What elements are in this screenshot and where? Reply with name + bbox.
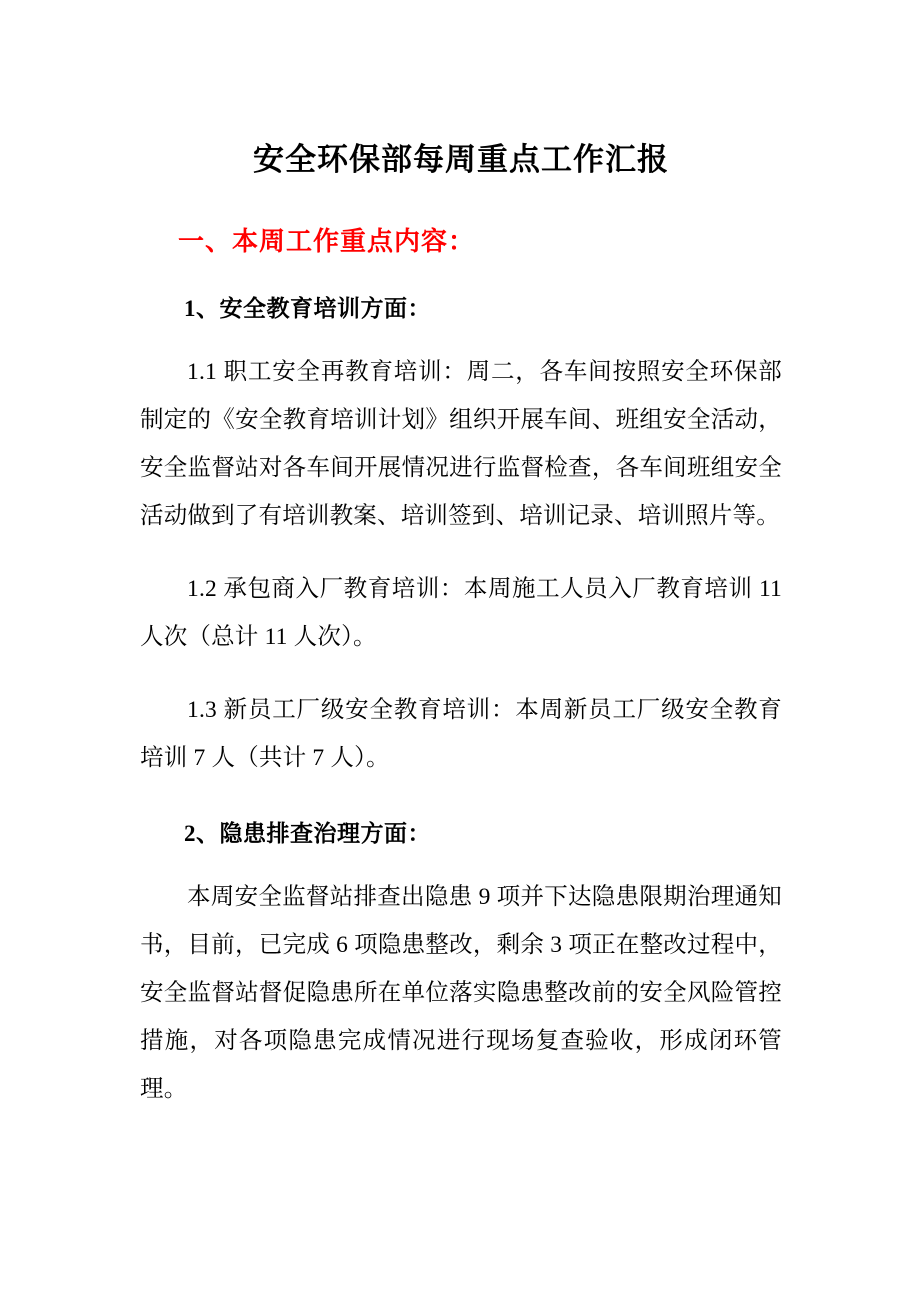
paragraph-1-3: 1.3 新员工厂级安全教育培训：本周新员工厂级安全教育培训 7 人（共计 7 人）。: [140, 696, 782, 771]
page-bottom-margin: [140, 1113, 782, 1253]
paragraph-1-1: 1.1 职工安全再教育培训：周二，各车间按照安全环保部制定的《安全教育培训计划》组织开展车间、班组安全活动，安全监督站对各车间开展情况进行监督检查，各车间班组安全活动做到了有培训教案、培训签到、培训记录、培训照片等。: [140, 358, 782, 529]
document-content: [140, 0, 782, 1253]
subsection-heading-2: 2、隐患排查治理方面：: [184, 820, 431, 846]
page-title: 安全环保部每周重点工作汇报: [253, 142, 669, 177]
section-heading-1: 一、本周工作重点内容：: [178, 227, 476, 257]
paragraph-2-1: 本周安全监督站排查出隐患 9 项并下达隐患限期治理通知书，目前，已完成 6 项隐患整改，剩余 3 项正在整改过程中，安全监督站督促隐患所在单位落实隐患整改前的安全风险管控措施，对各项隐患完成情况进行现场复查验收，形成闭环管理。: [140, 884, 782, 1103]
paragraph-1-2: 1.2 承包商入厂教育培训：本周施工人员入厂教育培训 11 人次（总计 11 人次）。: [140, 575, 782, 650]
subsection-heading-1: 1、安全教育培训方面：: [184, 295, 431, 321]
